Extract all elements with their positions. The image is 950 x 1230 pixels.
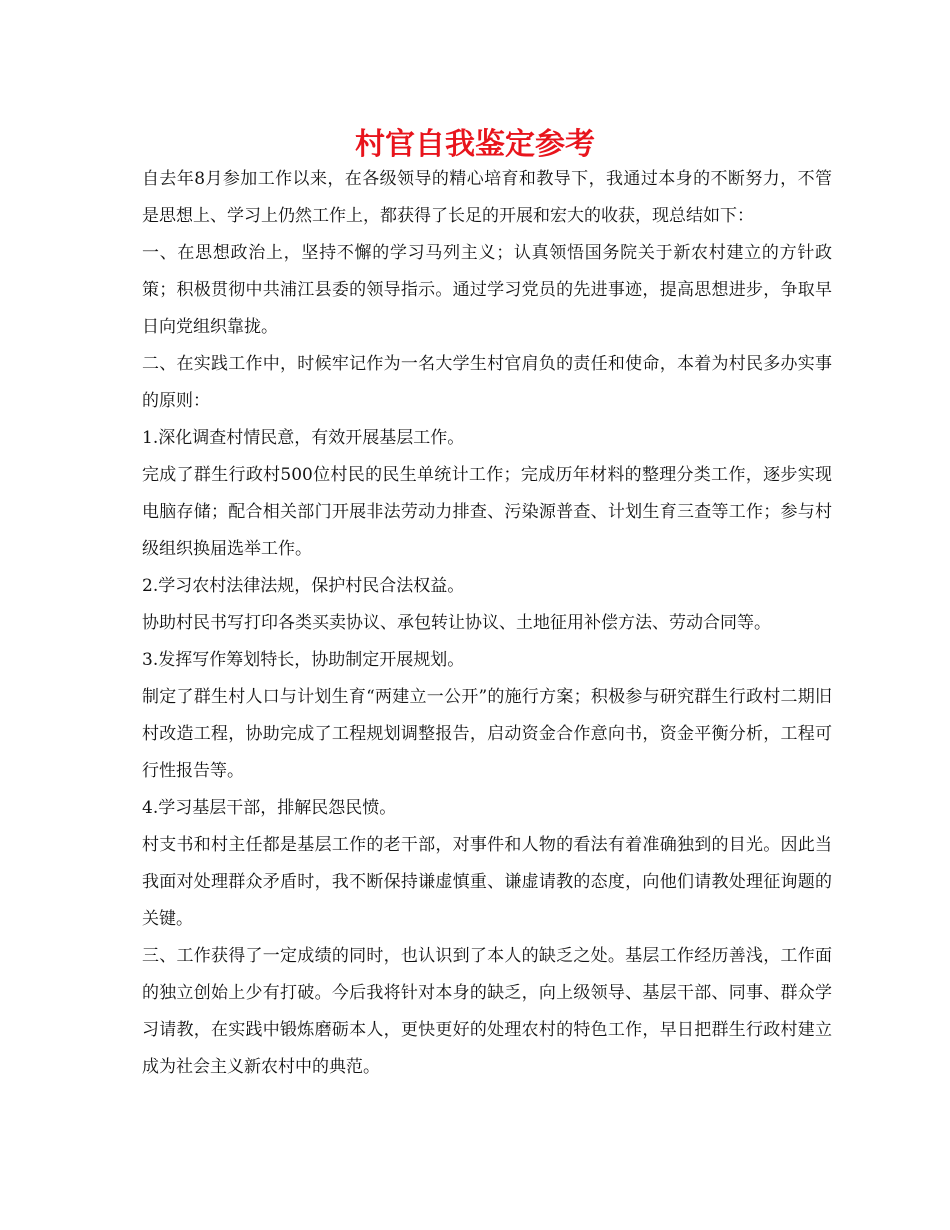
paragraph-section-one: 一、在思想政治上，坚持不懈的学习马列主义；认真领悟国务院关于新农村建立的方针政策；积极贯彻中共浦江县委的领导指示。通过学习党员的先进事迹，提高思想进步，争取早日向党组织靠拢。 [142,243,832,337]
paragraph-item-1: 完成了群生行政村500位村民的民生单统计工作；完成历年材料的整理分类工作，逐步实现电脑存储；配合相关部门开展非法劳动力排查、污染源普查、计划生育三查等工作；参与村级组织换届选举工作。 [142,465,832,559]
paragraph-item-2: 协助村民书写打印各类买卖协议、承包转让协议、土地征用补偿方法、劳动合同等。 [142,613,771,633]
paragraph-item-4: 村支书和村主任都是基层工作的老干部，对事件和人物的看法有着准确独到的目光。因此当我面对处理群众矛盾时，我不断保持谦虚慎重、谦虚请教的态度，向他们请教处理征询题的关键。 [142,835,832,929]
subheading-item-4: 4.学习基层干部，排解民怨民愤。 [142,798,397,818]
paragraph-section-two: 二、在实践工作中，时候牢记作为一名大学生村官肩负的责任和使命，本着为村民多办实事的原则： [142,354,832,411]
subheading-item-2: 2.学习农村法律法规，保护村民合法权益。 [142,576,465,596]
paragraph-item-3: 制定了群生村人口与计划生育“两建立一公开”的施行方案；积极参与研究群生行政村二期旧村改造工程，协助完成了工程规划调整报告，启动资金合作意向书，资金平衡分析，工程可行性报告等。 [142,687,832,781]
document-body [142,161,832,1086]
subheading-item-1: 1.深化调查村情民意，有效开展基层工作。 [142,428,465,448]
paragraph-section-three: 三、工作获得了一定成绩的同时，也认识到了本人的缺乏之处。基层工作经历善浅，工作面的独立创始上少有打破。今后我将针对本身的缺乏，向上级领导、基层干部、同事、群众学习请教，在实践中锻炼磨砺本人，更快更好的处理农村的特色工作，早日把群生行政村建立成为社会主义新农村中的典范。 [142,946,832,1077]
document-title: 村官自我鉴定参考 [355,127,595,162]
subheading-item-3: 3.发挥写作筹划特长，协助制定开展规划。 [142,650,465,670]
paragraph-intro: 自去年8月参加工作以来，在各级领导的精心培育和教导下，我通过本身的不断努力，不管是思想上、学习上仍然工作上，都获得了长足的开展和宏大的收获，现总结如下： [142,169,832,226]
